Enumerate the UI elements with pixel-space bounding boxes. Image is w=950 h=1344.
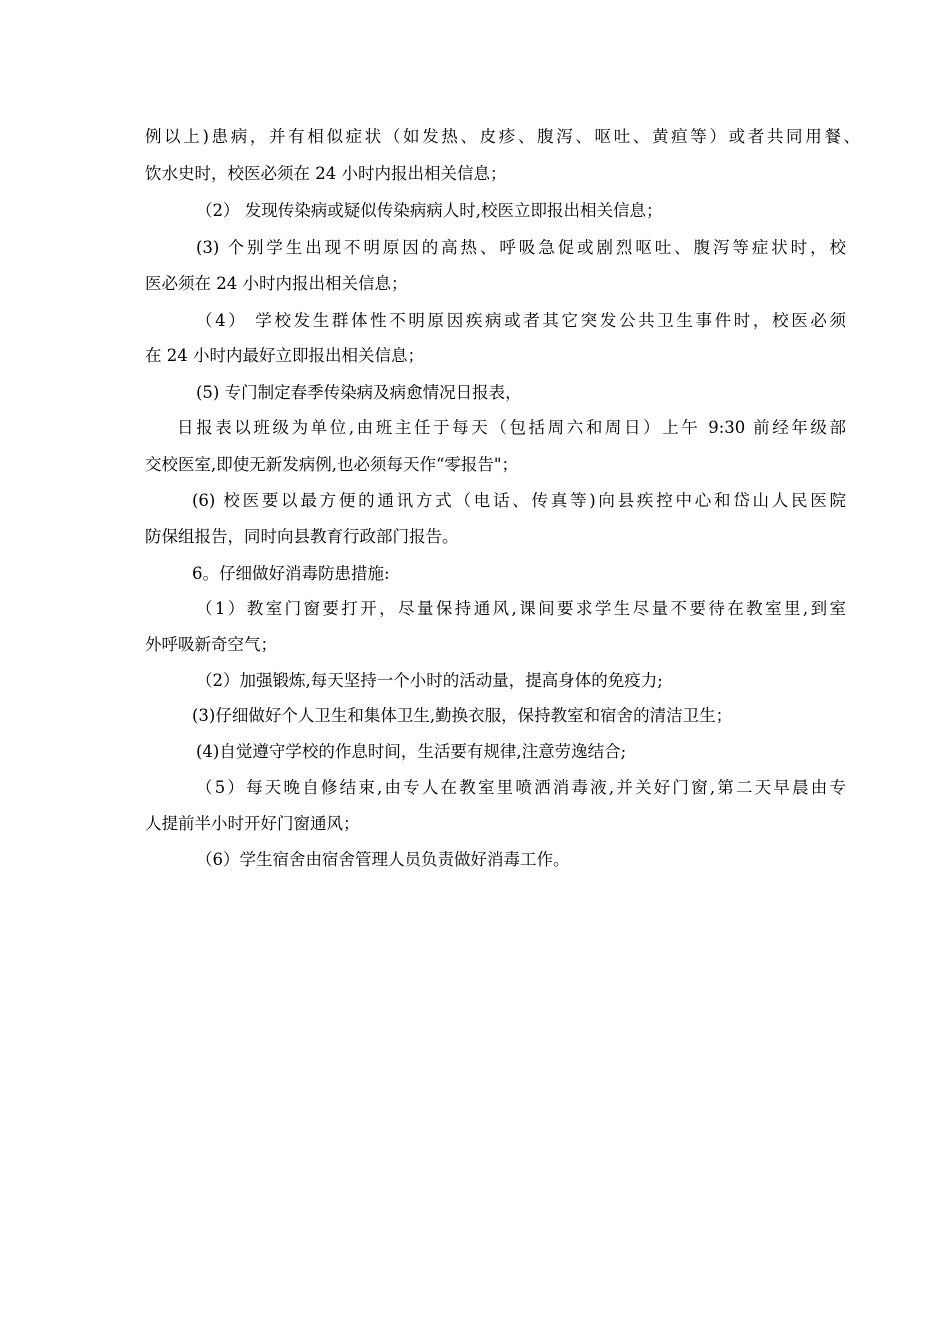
paragraph-line: （6）学生宿舍由宿舍管理人员负责做好消毒工作。 [196, 850, 570, 869]
paragraph-line: 外呼吸新奇空气； [145, 635, 277, 654]
paragraph-line: 在 24 小时内最好立即报出相关信息； [145, 346, 424, 365]
paragraph-line: (6) 校医要以最方便的通讯方式（电话、传真等)向县疾控中心和岱山人民医院 [192, 491, 846, 510]
paragraph-line: （2）加强锻炼,每天坚持一个小时的活动量，提高身体的免疫力; [196, 671, 663, 690]
paragraph-line: 饮水史时，校医必须在 24 小时内报出相关信息； [145, 164, 507, 183]
paragraph-line: (3)仔细做好个人卫生和集体卫生,勤换衣服，保持教室和宿舍的清洁卫生； [192, 706, 733, 725]
paragraph-line: 例以上)患病，并有相似症状（如发热、皮疹、腹泻、呕吐、黄疸等）或者共同用餐、 [145, 127, 860, 146]
paragraph-line: 防保组报告，同时向县教育行政部门报告。 [145, 527, 459, 546]
paragraph-line: （4） 学校发生群体性不明原因疾病或者其它突发公共卫生事件时，校医必须 [196, 311, 846, 330]
paragraph-line: （1）教室门窗要打开，尽量保持通风,课间要求学生尽量不要待在教室里,到室 [196, 599, 846, 618]
paragraph-line: 医必须在 24 小时内报出相关信息； [145, 274, 408, 293]
paragraph-line: （5）每天晚自修结束,由专人在教室里喷洒消毒液,并关好门窗,第二天早晨由专 [196, 778, 846, 797]
paragraph-line: （2） 发现传染病或疑似传染病病人时,校医立即报出相关信息； [196, 201, 663, 220]
paragraph-line: 人提前半小时开好门窗通风； [145, 814, 360, 833]
paragraph-line: (3) 个别学生出现不明原因的高热、呼吸急促或剧烈呕吐、腹泻等症状时，校 [196, 238, 846, 257]
paragraph-line: (4)自觉遵守学校的作息时间，生活要有规律,注意劳逸结合; [196, 742, 627, 761]
paragraph-line: (5) 专门制定春季传染病及病愈情况日报表， [196, 383, 522, 402]
section-heading: 6。仔细做好消毒防患措施: [192, 564, 390, 583]
paragraph-line: 日报表以班级为单位,由班主任于每天（包括周六和周日）上午 9:30 前经年级部 [177, 418, 846, 437]
paragraph-line: 交校医室,即使无新发病例,也必须每天作“零报告"； [145, 455, 519, 474]
